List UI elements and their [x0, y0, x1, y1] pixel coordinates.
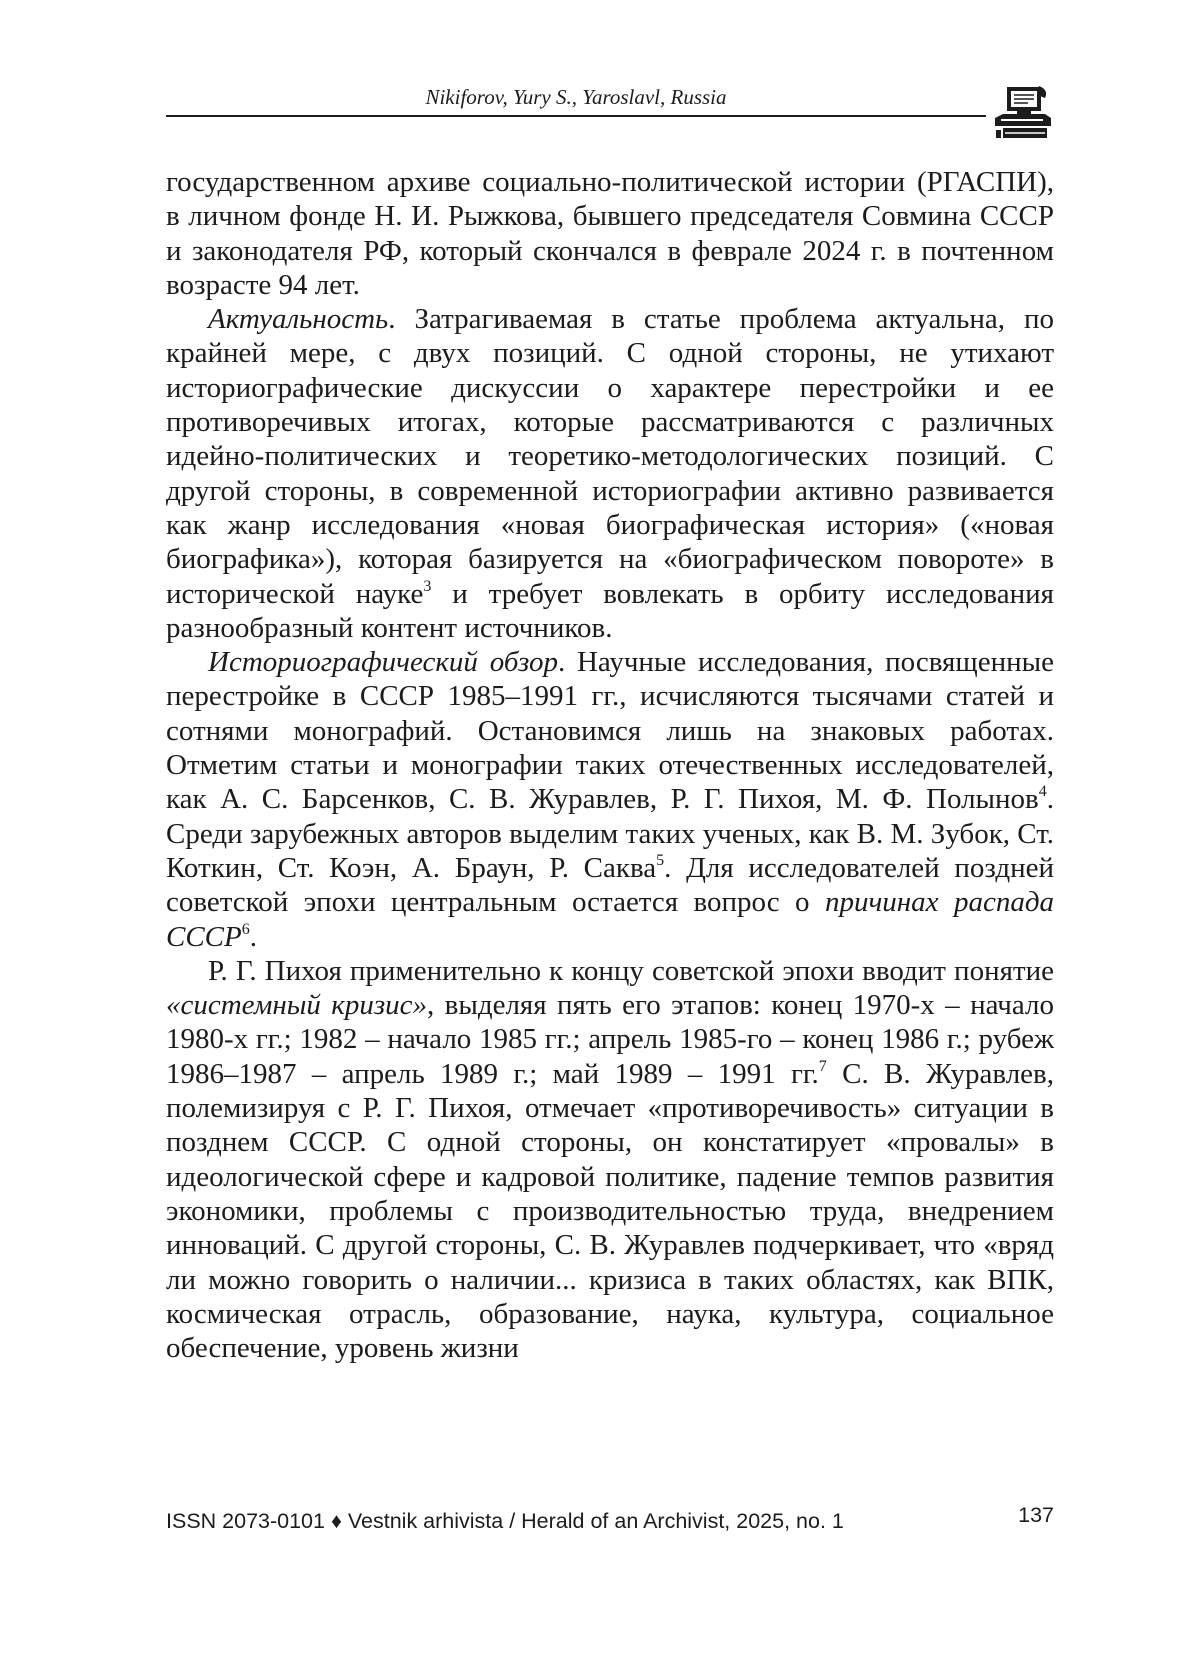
section-lead-historiography: Историографический обзор [208, 646, 558, 679]
paragraph-text: . Среди зарубежных авторов выделим таких ученых, как В. М. Зубок, Ст. Коткин, Ст. Коэн, А. Браун, Р. Саква [166, 783, 1054, 884]
emphasis-system-crisis: «системный кризис» [166, 989, 428, 1022]
paragraph-1 [166, 165, 1054, 302]
paragraph-text: Р. Г. Пихоя применительно к концу советской эпохи вводит понятие [208, 954, 1054, 987]
paragraph-text: . Для исследователей поздней советской эпохи центральным остается вопрос о [166, 851, 1054, 919]
header-rule [166, 115, 986, 117]
paragraph-text: , выделяя пять его этапов: конец 1970-х – начало 1980-х гг.; 1982 – начало 1985 гг.; апрель 1985-го – конец 1986 г.; рубеж 1986–1987 – апрель 1989 г.; май 1989 – 1991 гг. [166, 989, 1054, 1090]
page-number: 137 [1018, 1503, 1054, 1527]
journal-citation: ISSN 2073-0101 ♦ Vestnik arhivista / Herald of an Archivist, 2025, no. 1 [166, 1509, 844, 1533]
paragraph-text: . Затрагиваемая в статье проблема актуальна, по крайней мере, с двух позиций. С одной стороны, не утихают историографические дискуссии о характере перестройки и ее противоречивых итогах, которые рассматриваются с различных идейно-политических и теоретико-методологических позиций. С другой стороны, в современной историографии активно развивается как жанр исследования «новая биографическая история» («новая биографика»), которая базируется на «биографическом повороте» в исторической науке [166, 303, 1054, 610]
section-lead-relevance: Актуальность [208, 303, 389, 336]
footnote-ref-5[interactable]: 5 [656, 851, 665, 869]
paragraph-text: . Научные исследования, посвященные перестройке в СССР 1985–1991 гг., исчисляются тысячами статей и сотнями монографий. Остановимся лишь на знаковых работах. Отметим статьи и монографии таких отечественных исследователей, как А. С. Барсенков, С. В. Журавлев, Р. Г. Пихоя, М. Ф. Полынов [166, 646, 1054, 816]
paragraph-relevance [166, 302, 1054, 645]
article-body [166, 165, 1054, 1365]
paragraph-text: . [249, 920, 257, 953]
paragraph-text: С. В. Журавлев, полемизируя с Р. Г. Пихоя, отмечает «противоречивость» ситуации в позднем СССР. С одной стороны, он констатирует «провалы» в идеологической сфере и кадровой политике, падение темпов развития экономики, проблемы с производительностью труда, внедрением инноваций. С другой стороны, С. В. Журавлев подчеркивает, что «вряд ли можно говорить о наличии... кризиса в таких областях, как ВПК, космическая отрасль, образование, наука, культура, социальное обеспечение, уровень жизни [166, 1057, 1054, 1365]
footnote-ref-7[interactable]: 7 [818, 1057, 827, 1075]
footnote-ref-3[interactable]: 3 [423, 577, 432, 595]
paragraph-text: и требует вовлекать в орбиту исследования разнообразный контент источников. [166, 577, 1054, 644]
paragraph-historiography [166, 645, 1054, 954]
footnote-ref-4[interactable]: 4 [1038, 783, 1047, 801]
paragraph-1-text: государственном архиве социально-политической истории (РГАСПИ), в личном фонде Н. И. Рыжкова, бывшего председателя Совмина СССР и законодателя РФ, который скончался в феврале 2024 г. в почтенном возрасте 94 лет. [166, 166, 1054, 301]
running-head: Nikiforov, Yury S., Yaroslavl, Russia [425, 85, 727, 109]
footnote-ref-6[interactable]: 6 [241, 920, 250, 938]
archivist-computer-icon [993, 84, 1053, 142]
emphasis-collapse-ussr: причинах распада СССР [166, 886, 1054, 953]
paragraph-system-crisis [166, 954, 1054, 1366]
